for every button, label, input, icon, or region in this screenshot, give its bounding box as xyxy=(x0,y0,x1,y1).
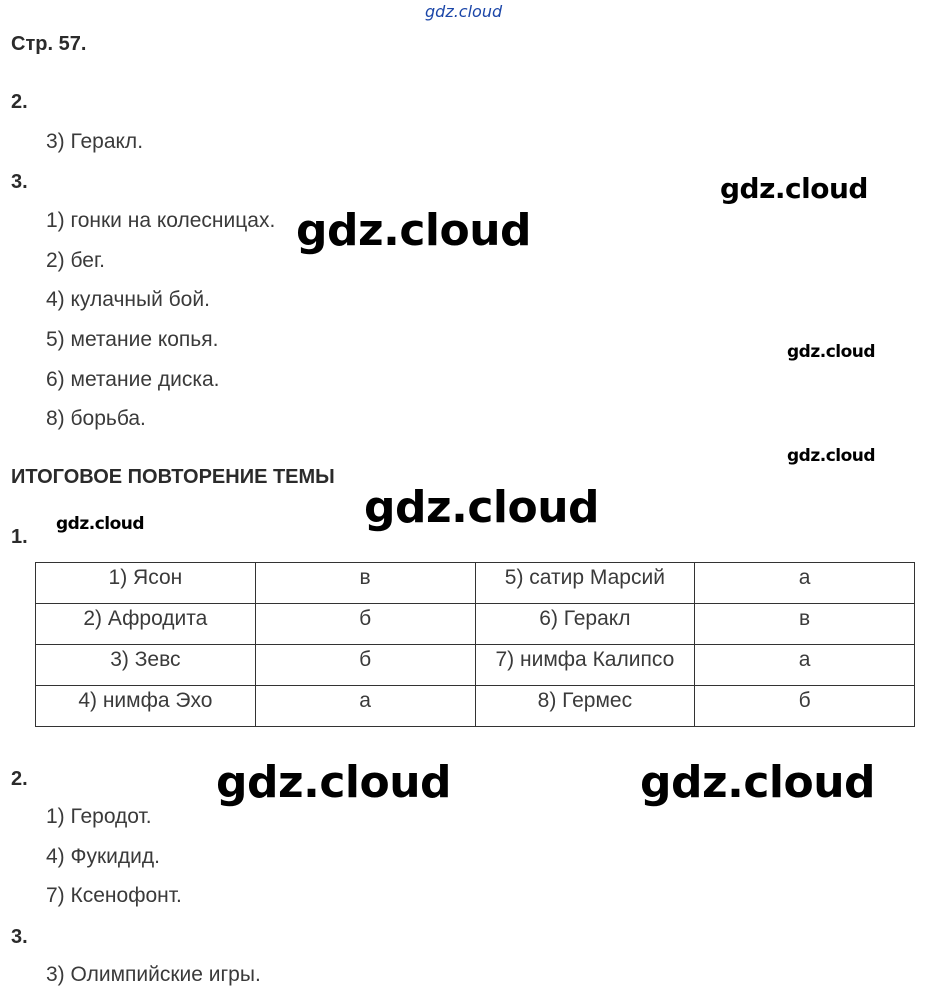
answer-item: 4) кулачный бой. xyxy=(46,288,210,311)
answer-item: 2) бег. xyxy=(46,249,105,272)
answer-item: 1) Геродот. xyxy=(46,805,152,828)
watermark: gdz.cloud xyxy=(640,757,876,808)
answer-item: 7) Ксенофонт. xyxy=(46,884,182,907)
answer-item: 3) Олимпийские игры. xyxy=(46,963,261,986)
table-cell: 6) Геракл xyxy=(475,604,695,645)
watermark: gdz.cloud xyxy=(787,342,876,362)
section-heading: ИТОГОВОЕ ПОВТОРЕНИЕ ТЕМЫ xyxy=(11,466,335,488)
table-cell: а xyxy=(695,563,915,604)
table-cell: б xyxy=(255,645,475,686)
answer-item: 3) Геракл. xyxy=(46,130,144,153)
table-cell: б xyxy=(255,604,475,645)
watermark: gdz.cloud xyxy=(720,172,868,205)
table-cell: 7) нимфа Калипсо xyxy=(475,645,695,686)
table-cell: 5) сатир Марсий xyxy=(475,563,695,604)
question-number: 1. xyxy=(11,526,28,548)
answer-table xyxy=(35,562,915,727)
table-cell: 1) Ясон xyxy=(36,563,256,604)
table-row xyxy=(36,645,915,686)
watermark: gdz.cloud xyxy=(216,757,452,808)
answer-item: 6) метание диска. xyxy=(46,368,220,391)
table-cell: 4) нимфа Эхо xyxy=(36,686,256,727)
table-cell: 3) Зевс xyxy=(36,645,256,686)
answer-item: 8) борьба. xyxy=(46,407,146,430)
table-row xyxy=(36,563,915,604)
watermark: gdz.cloud xyxy=(56,514,145,534)
question-number: 3. xyxy=(11,171,28,193)
watermark: gdz.cloud xyxy=(787,446,876,466)
question-number: 2. xyxy=(11,91,28,113)
watermark: gdz.cloud xyxy=(364,482,600,533)
table-cell: в xyxy=(255,563,475,604)
table-cell: а xyxy=(255,686,475,727)
answer-item: 5) метание копья. xyxy=(46,328,219,351)
watermark: gdz.cloud xyxy=(296,205,532,256)
answer-item: 4) Фукидид. xyxy=(46,845,160,868)
table-cell: 8) Гермес xyxy=(475,686,695,727)
answer-item: 1) гонки на колесницах. xyxy=(46,209,276,232)
table-cell: а xyxy=(695,645,915,686)
question-number: 3. xyxy=(11,926,28,948)
table-row xyxy=(36,686,915,727)
table-cell: в xyxy=(695,604,915,645)
page-title: Стр. 57. xyxy=(11,33,87,55)
question-number: 2. xyxy=(11,768,28,790)
table-cell: б xyxy=(695,686,915,727)
watermark-top: gdz.cloud xyxy=(425,2,503,21)
table-cell: 2) Афродита xyxy=(36,604,256,645)
table-row xyxy=(36,604,915,645)
